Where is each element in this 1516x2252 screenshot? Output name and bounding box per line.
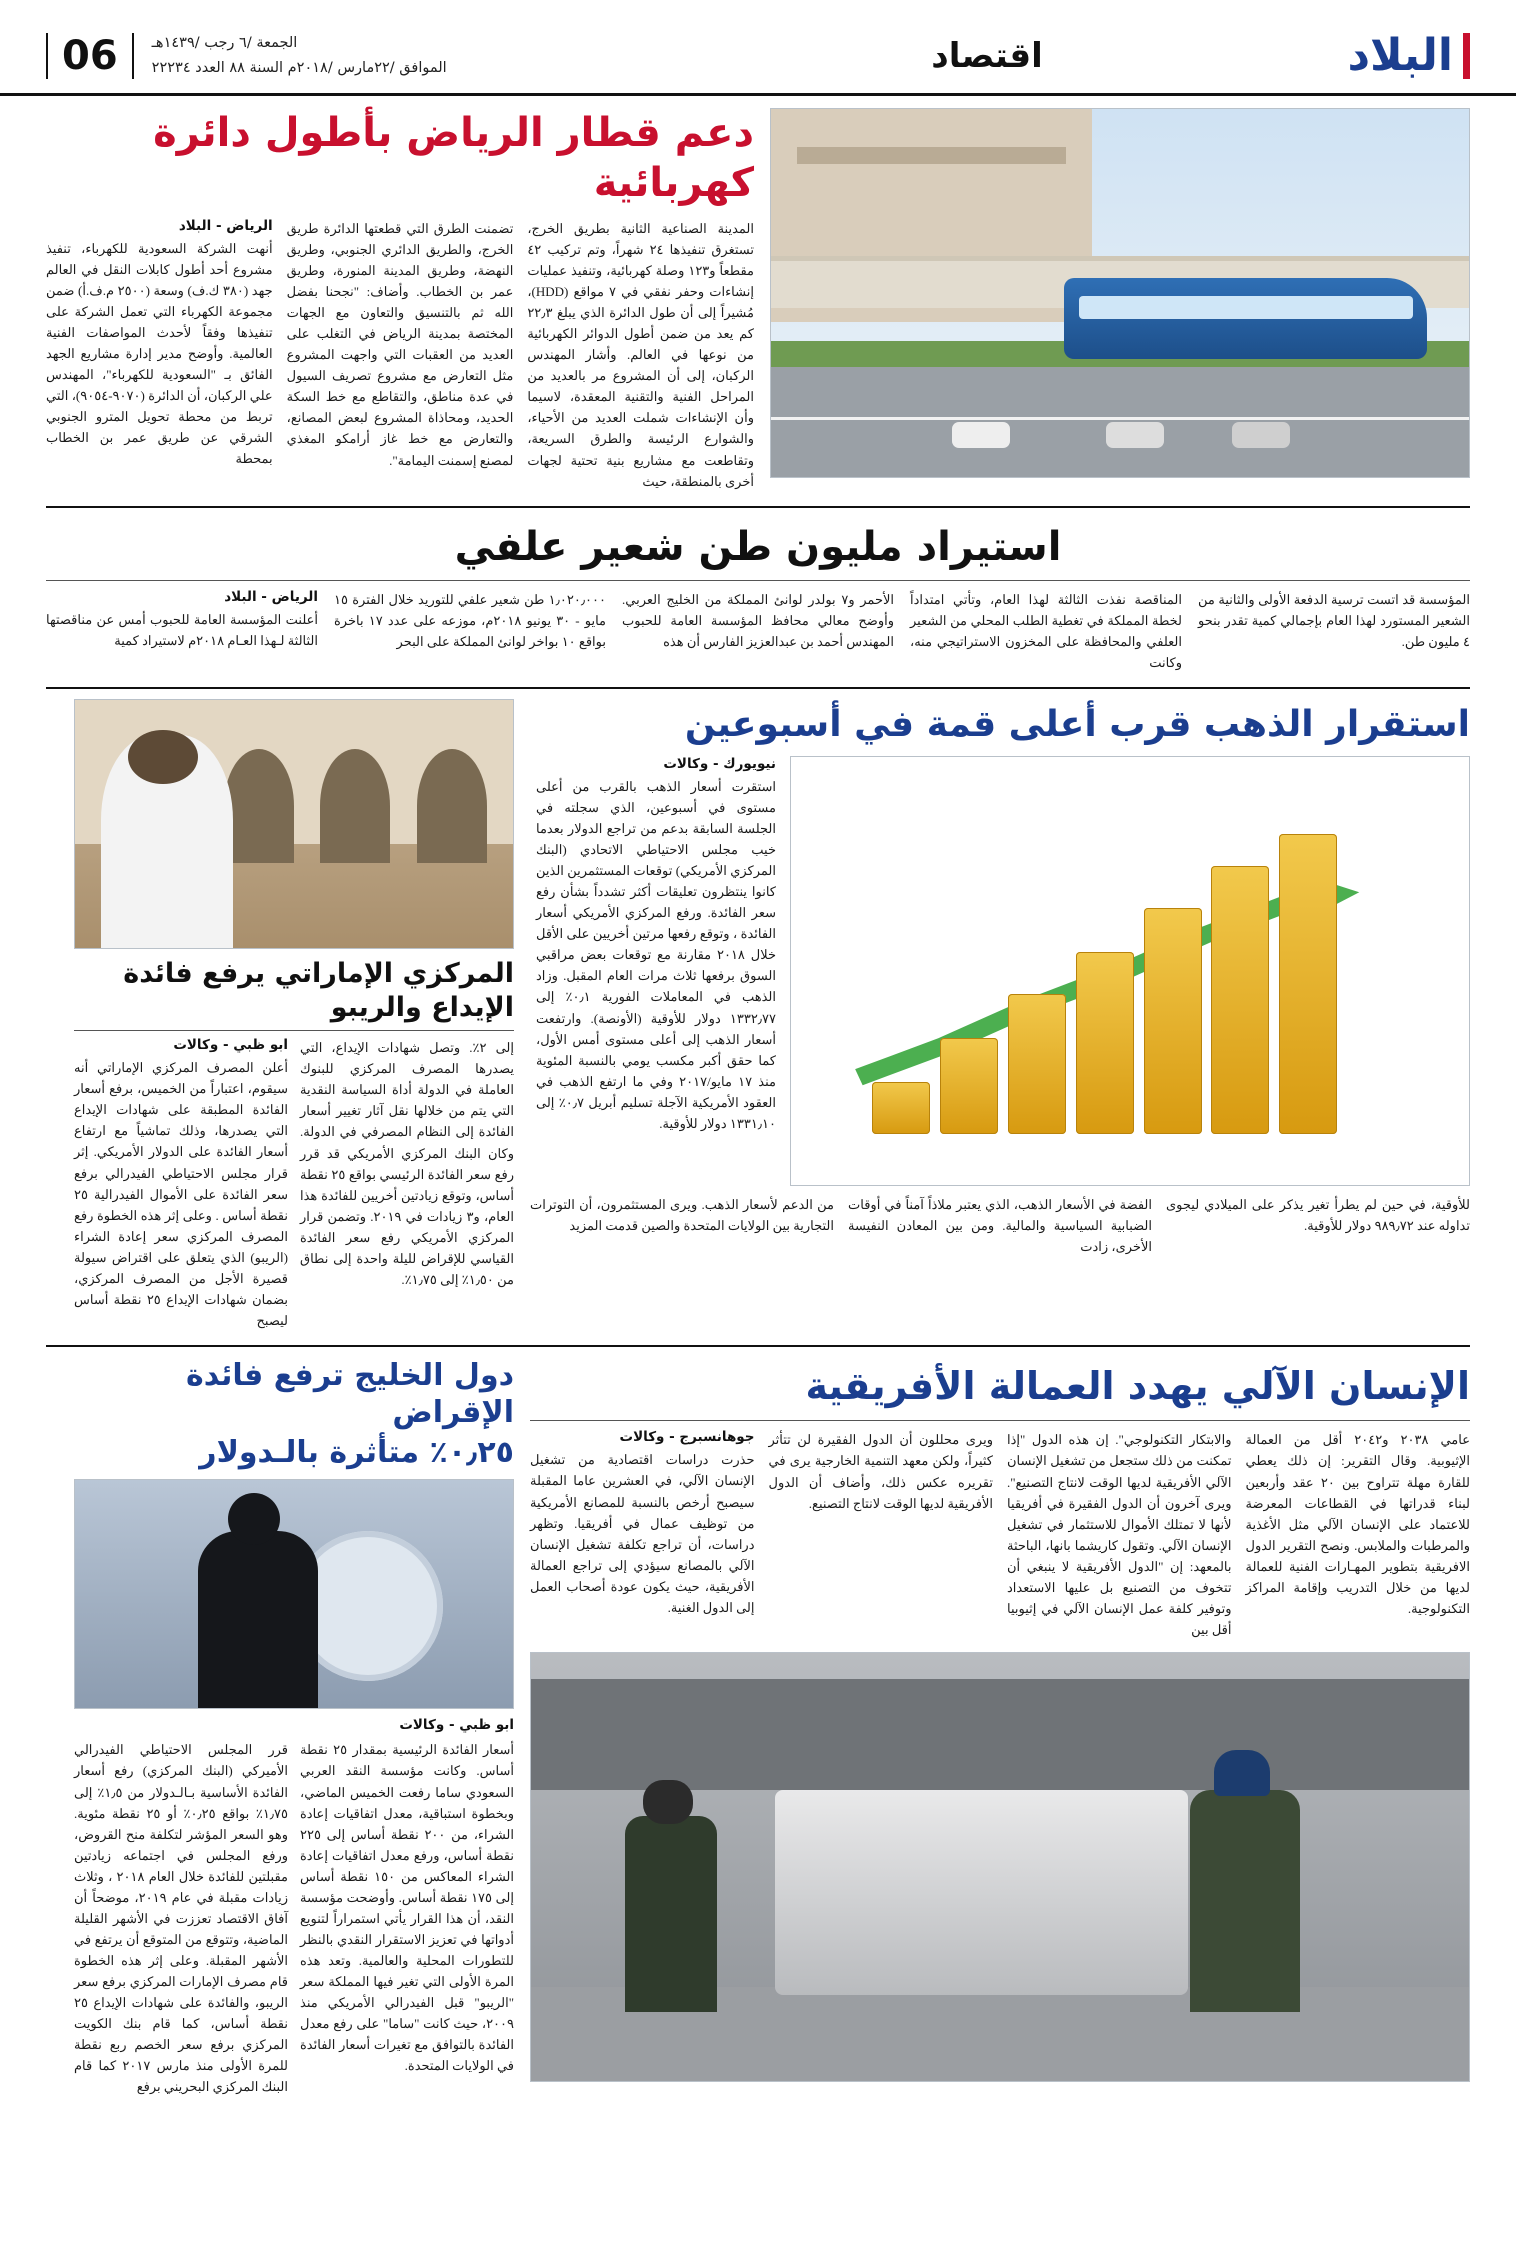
robot-kicker: جوهانسبرج - وكالات [619,1429,755,1446]
barley-col-3: الأحمر و٧ بولدر لوانئ المملكة من الخليج العربي. وأوضح معالي محافظ المؤسسة العامة للحبوب المهندس أحمد بن عبدالعزيز الفارس أن هذه [622,591,895,649]
gold-col-b1: للأوقية، في حين لم يطرأ تغير يذكر على الميلادي ليجوى تداوله عند ٩٨٩٫٧٢ دولار للأوقية. [1166,1196,1470,1234]
bottom-section [0,1347,1516,2117]
story-barley [0,508,1516,673]
barley-rule [46,580,1470,581]
date-gregorian: الموافق /٢٢مارس /٢٠١٨م السنة ٨٨ العدد ٢٢٢٣٤ [151,59,447,76]
uae-central-bank-photo [74,699,514,949]
gold-col-main: استقرت أسعار الذهب بالقرب من أعلى مستوى في أسبوعين، الذي سجلته في الجلسة السابقة بدعم من تراجع الدولار بعدما خيب مجلس الاحتياطي الاتحادي (البنك المركزي الأمريكي) توقعات المستثمرين الذين كانوا ينتظرون تعليقات أكثر تشدداً بشأن رفع سعر الفائدة. ورفع المركزي الأمريكي أسعار الفائدة ، وتوقع رفعها مرتين أخريين على الأقل خلال ٢٠١٨ مقارنة مع توقعات بعض مراقبي السوق برفعها ثلاث مرات العام المقبل. وزاد الذهب في المعاملات الفورية ٠٫١٪ إلى ١٣٣٢٫٧٧ دولار للأوقية (الأونصة). وارتفعت أسعار الذهب إلى أعلى مستوى أمس الأول، كما حقق أكبر مكسب يومي بالنسبة المئوية منذ ١٧ مايو/٢٠١٧ وفي ما ارتفع الذهب في العقود الأمريكية الآجلة تسليم أبريل ٠٫٧٪ إلى ١٣٣١٫١٠ دولار للأوقية. [536,778,777,1131]
gold-kicker: نيويورك - وكالات [663,755,776,772]
federal-reserve-photo [74,1479,514,1709]
barley-col-5: أعلنت المؤسسة العامة للحبوب أمس عن مناقصتها الثالثة لـهذا العـام ٢٠١٨م لاستيراد كمية [46,611,318,648]
uae-kicker: ابو ظبي - وكالات [173,1037,288,1054]
gulf-headline-line2: ٠٫٢٥٪ متأثرة بالـدولار [199,1434,514,1470]
story-uae [74,699,514,1331]
barley-col-4: ١٫٠٢٠٫٠٠٠ طن شعير علفي للتوريد خلال الفترة ١٥ مايو - ٣٠ يونيو ٢٠١٨م، موزعه على عدد ١٧ باخرة بواقع ١٠ بواخر لوانئ المملكة على البحر [334,591,606,649]
barley-kicker: الرياض - البلاد [224,588,318,605]
gold-headline: استقرار الذهب قرب أعلى قمة في أسبوعين [684,703,1470,745]
robot-col-4: حذرت دراسات اقتصادية من تشغيل الإنسان الآلي، في العشرين عاما المقبلة سيصبح أرخص بالنسبة للمصانع الأمريكية من توظيف عمال في أفريقيا. وتظهر دراسات، أن تراجع تكلفة تشغيل الإنسان الآلي بالمصانع سيؤدي إلى تراجع العمالة الأفريقية، حيث يكون عودة أصحاب العمل إلى الدول الغنية. [530,1452,755,1615]
masthead-meta [46,31,447,80]
gulf-kicker: ابو ظبي - وكالات [399,1717,514,1734]
story-metro [0,96,1516,492]
story-gulf [74,1357,514,2097]
barley-headline: استيراد مليون طن شعير علفي [454,523,1062,570]
gulf-col-2: قرر المجلس الاحتياطي الفيدرالي الأميركي (البنك المركزي) رفع أسعار الفائدة الأساسية بـالـدولار من ١٫٥٪ إلى ١٫٧٥٪ بواقع ٠٫٢٥٪ أو ٢٥ نقطة مئوية. وهو السعر المؤشر لتكلفة منح القروض، ورفع المجلس في اجتماعه زيادتين مقبلتين للفائدة خلال العام ٢٠١٨ ، وثلاث زيادات مقبلة في عام ٢٠١٩، موضحاً أن آفاق الاقتصاد تعززت في الأشهر القليلة الماضية، وتتوقع من المتوقع أن يرتفع في الأشهر المقبلة. وعلى إثر هذه الخطوة قام مصرف الإمارات المركزي برفع سعر الريبو، والفائدة على شهادات الإيداع ٢٥ نقطة أساس، كما قام بنك الكويت المركزي برفع سعر الخصم ربع نقطة للمرة الأولى منذ مارس ٢٠١٧ كما قام البنك المركزي البحريني برفع [74,1742,288,2095]
metro-col-2: تضمنت الطرق التي قطعتها الدائرة طريق الخرج، والطريق الدائري الجنوبي، وطريق النهضة، وطريق المدينة المنورة، وطريق عمر بن الخطاب. وأضاف: "نجحنا بفضل الله ثم بالتنسيق والتعاون مع الجهات المختصة بمدينة الرياض في التغلب على العديد من العقبات التي واجهت المشروع مثل التعارض مع مشروع تصريف السيول في عدة مناطق، والتقاطع مع خط السكة الحديد، ومحاذاة المشروع لبعض المصانع، والتعارض مع خط غاز أرامكو المغذي لمصنع إسمنت اليمامة". [286,221,514,468]
robot-col-1: عامي ٢٠٣٨ و٢٠٤٢ أقل من العمالة الإثيوبية. وقال التقرير: إن ذلك يعطي للقارة مهلة تتراوح بين ٢٠ عقد وأربعين لبناء قدراتها في القطاعات المعرضة للاعتماد على الإنسان الآلي مثل الأغذية والمرطبات والملابس. ونصح التقرير الدول الافريقية بتطوير المهـارات الفنية للعمالة لديها من خلال التدريب وإقامة المراكز التكنولوجية. [1245,1432,1470,1616]
barley-col-2: المناقصة نفذت الثالثة لهذا العام، وتأتي امتداداً لخطة المملكة في تغطية الطلب المحلي من الشعير العلفي والمحافظة على المخزون الاستراتيجي منه، وكانت [910,591,1182,670]
uae-col-2: أعلن المصرف المركزي الإماراتي أنه سيقوم، اعتباراً من الخميس، برفع أسعار الفائدة المطبقة على شهادات الإيداع التي يصدرها، وذلك تماشياً مع ارتفاع أسعار الفائدة على الدولار الأمريكي. إثر قرار مجلس الاحتياطي الفيدرالي برفع سعر الفائدة على الأموال الفيدرالية ٢٥ نقطة أساس . وعلى إثر هذه الخطوة رفع المصرف المركزي سعر إعادة الشراء (الريبو) الذي يتعلق على اقتراض سيولة قصيرة الأجل من المصرف المركزي، بضمان شهادات الإيداع ٢٥ نقطة أساس ليصبح [74,1060,288,1328]
masthead [0,0,1516,96]
gulf-col-1: أسعار الفائدة الرئيسية بمقدار ٢٥ نقطة أساس. وكانت مؤسسة النقد العربي السعودي ساما رفعت الخميس الماضي، وبخطوة استباقية، معدل اتفاقيات إعادة الشراء، من ٢٠٠ نقطة أساس إلى ٢٢٥ نقطة أساس، ورفع معدل اتفاقيات إعادة الشراء المعاكس من ١٥٠ نقطة أساس إلى ١٧٥ نقطة أساس. وأوضحت مؤسسة النقد، أن هذا القرار يأتي استمراراً لتنويع أدواتها في تعزيز الاستقرار النقدي بالنظر للتطورات المحلية والعالمية. وتعد هذه المرة الأولى التي تغير فيها المملكة سعر "الريبو" قبل الفيدرالي الأمريكي منذ ٢٠٠٩، حيث كانت "ساما" على رفع معدل الفائدة بالتوافق مع تغيرات أسعار الفائدة في الولايات المتحدة. [300,1742,515,2074]
story-robot [530,1357,1470,2097]
metro-kicker: الرياض - البلاد [178,218,273,234]
uae-headline: المركزي الإماراتي يرفع فائدة الإيداع والريبو [123,957,514,1023]
section-title: اقتصاد [931,35,1043,76]
dateline [152,31,447,80]
metro-headline: دعم قطار الرياض بأطول دائرة كهربائية [153,110,754,206]
page-number: 06 [46,33,134,79]
uae-rule [74,1030,514,1031]
robot-rule [530,1420,1470,1421]
robot-col-2: والابتكار التكنولوجي". إن هذه الدول "إذا تمكنت من ذلك ستجعل من تشغيل الإنسان الآلي الأفريقية لديها الوقت لانتاج التصنيع". ويرى آخرون أن الدول الفقيرة في أفريقيا لأنها لا تمتلك الأموال للاستثمار في تشغيل الإنسان الآلي. وتقول كاريشما بانها، الباحثة بالمعهد: إن "الدول الأفريقية لا ينبغي أن تتخوف من التصنيع بل عليها الاستعداد وتوفير كلفة عمل الإنسان الآلي في إثيوبيا أقل بين [1007,1432,1232,1637]
mid-section [0,689,1516,1331]
gulf-headline-line1: دول الخليج ترفع فائدة الإقراض [186,1357,514,1431]
robot-headline: الإنسان الآلي يهدد العمالة الأفريقية [805,1363,1470,1408]
logo-text: البلاد [1347,30,1453,81]
date-hijri: الجمعة /٦ رجب /١٤٣٩هـ [151,34,298,51]
metro-photo [770,108,1470,478]
logo-accent-bar [1463,33,1470,79]
factory-photo [530,1652,1470,2082]
robot-col-3: ويرى محللون أن الدول الفقيرة لن تتأثر كثيراً، ولكن معهد التنمية الخارجية يرى في تقريره عكس ذلك، وأضاف أن الدول الأفريقية لديها الوقت لانتاج التصنيع. [768,1432,993,1511]
gold-photo [790,756,1470,1186]
metro-col-3: أنهت الشركة السعودية للكهرباء، تنفيذ مشروع أحد أطول كابلات النقل في العالم جهد (٣٨٠ ك.ف) وسعة (٢٥٠٠ م.ف.أ) ضمن مجموعة الكهرباء التي تعمل الشركة على تنفيذها وفقاً لأحدث المواصفات الفنية العالمية. وأوضح مدير إدارة مشاريع الجهد الفائق بـ "السعودية للكهرباء"، المهندس علي الركبان، أن الدائرة (٩٠٧٠-٩٠٥٤)، التي تربط من محطة تحويل المترو الجنوبي الشرقي عن طريق عمر بن الخطاب بمحطة [45,241,273,467]
story-gold [530,699,1470,1331]
uae-col-1: إلى ٢٪. وتصل شهادات الإيداع، التي يصدرها المصرف المركزي للبنوك العاملة في الدولة أداة السياسة النقدية التي يتم من خلالها نقل آثار تغيير أسعار الفائدة إلى النظام المصرفي في الدولة. وكان البنك المركزي الأمريكي قد قرر رفع سعر الفائدة الرئيسي بواقع ٢٥ نقطة أساس، وتوقع زيادتين أخريين للفائدة هذا العام، و٣ زيادات في ٢٠١٩. وتضمن قرار المركزي الأمريكي رفع سعر الفائدة القياسي للإقراض لليلة واحدة إلى نطاق من ١٫٥٠٪ إلى ١٫٧٥٪. [300,1040,515,1287]
gold-col-b3: من الدعم لأسعار الذهب. ويرى المستثمرون، أن التوترات التجارية بين الولايات المتحدة والصين قدمت المزيد [530,1196,834,1234]
barley-col-1: المؤسسة قد اتست ترسية الدفعة الأولى والثانية من الشعير المستورد لهذا العام بإجمالي كمية تقدر بنحو ٤ مليون طن. [1198,591,1470,649]
newspaper-logo [1347,30,1470,81]
metro-col-1: المدينة الصناعية الثانية بطريق الخرج، تستغرق تنفيذها ٢٤ شهراً، وتم تركيب ٤٢ مقطعاً و١٢٣ وصلة كهربائية، وتنفيذ عمليات إنشاءات وحفر نفقي في ٧ مواقع (HDD)، مُشيراً إلى أن طول الدائرة الذي يبلغ ٢٢٫٣ كم يعد من ضمن أطول الدوائر الكهربائية من نوعها في العالم. وأشار المهندس الركبان، إلى أن المشروع مر بالعديد من المراحل الفنية والتقنية المعقدة، لاسيما وأن الإنشاءات شملت العديد من الأحياء، والشوارع الرئيسة والطرق السريعة، وتقاطعت مع مشاريع بنية تحتية لجهات أخرى بالمنطقة، حيث [527,221,754,489]
gold-col-b2: الفضة في الأسعار الذهب، الذي يعتبر ملاذاً آمناً في أوقات الضبابية السياسية والمالية. ومن بين المعادن النفيسة الأخرى، زادت [848,1196,1152,1255]
